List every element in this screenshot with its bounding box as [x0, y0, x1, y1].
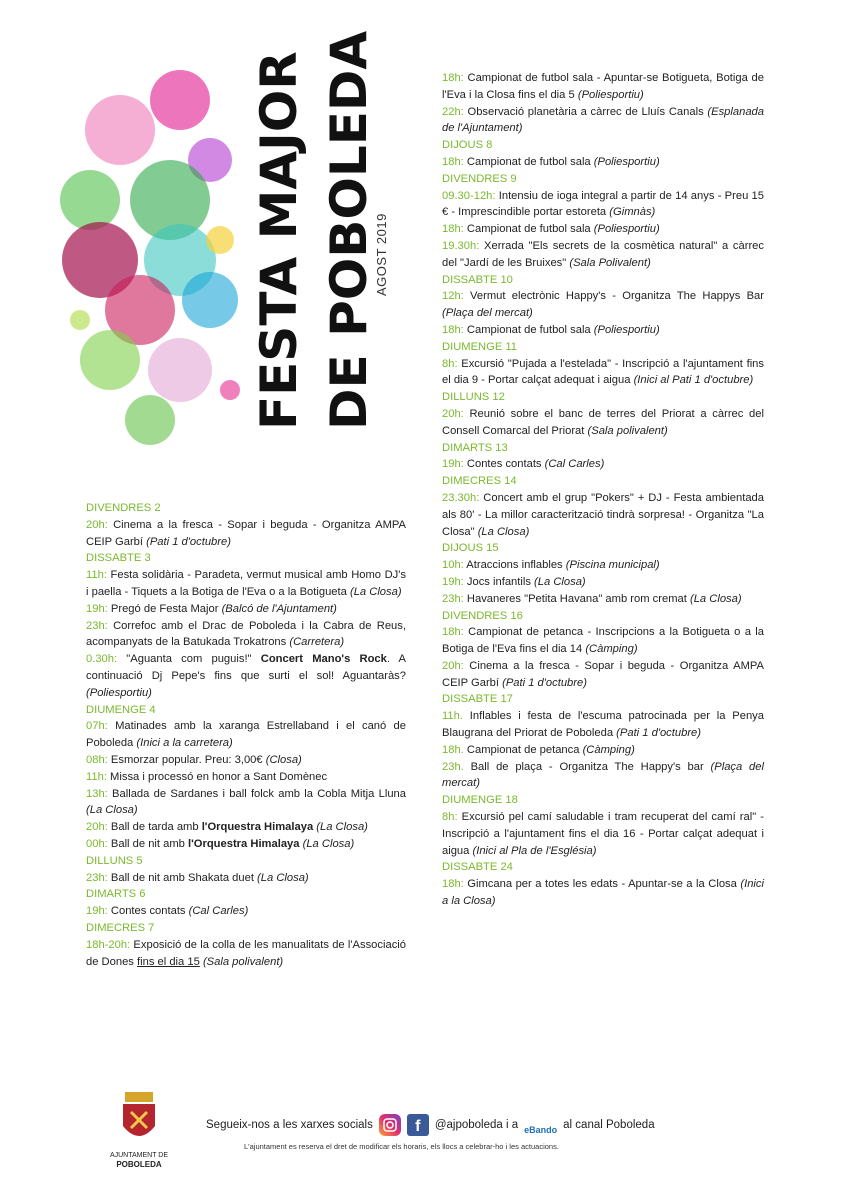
- disclaimer: L'ajuntament es reserva el dret de modificar els horaris, els llocs a celebrar-ho i les actuacions.: [244, 1142, 559, 1151]
- day-heading: DIUMENGE 11: [442, 340, 518, 353]
- day-section: [86, 920, 406, 970]
- event-place: (Càmping): [585, 643, 638, 656]
- event-entry: [442, 70, 764, 104]
- event-time: 20h:: [86, 518, 108, 531]
- social-bar: [206, 1114, 655, 1136]
- event-entry: [442, 221, 764, 238]
- event-time: 23.30h:: [442, 491, 480, 504]
- day-section: [442, 440, 764, 474]
- event-place: (Sala polivalent): [202, 955, 284, 968]
- event-entry: [86, 819, 406, 836]
- event-text: Excursió "Pujada a l'estelada" - Inscripció a l'ajuntament fins el dia 9 - Portar calçat adequat i aigua: [442, 357, 764, 387]
- event-time: 18h-20h:: [86, 938, 131, 951]
- event-time: 18h:: [442, 155, 464, 168]
- crest-label-line2: POBOLEDA: [116, 1160, 162, 1169]
- event-text: Contes contats: [463, 458, 545, 471]
- event-text: Missa i processó en honor a Sant Domènec: [106, 770, 328, 783]
- day-heading: DILLUNS 12: [442, 391, 505, 404]
- event-place: (Poliesportiu): [593, 223, 660, 236]
- event-time: 18h:: [442, 72, 464, 84]
- event-place: (Pati 1 d'octubre): [146, 535, 231, 548]
- day-heading: DIUMENGE 18: [442, 794, 518, 807]
- social-handle: @ajpoboleda i a: [434, 1119, 519, 1131]
- event-place: (Poliesportiu): [593, 323, 660, 336]
- event-place: (La Closa): [86, 804, 138, 817]
- event-time: 18h:: [442, 223, 464, 236]
- event-time: 8h:: [442, 811, 458, 824]
- event-time: 11h.: [442, 710, 463, 723]
- event-text: Havaneres "Petita Havana" amb rom cremat: [463, 592, 690, 605]
- event-time: 23h:: [86, 871, 108, 884]
- event-place: (La Closa): [477, 525, 530, 538]
- event-text: Inflables i festa de l'escuma patrocinada per la Penya Blaugrana del Priorat de Poboleda: [442, 710, 764, 740]
- event-text: Campionat de petanca: [463, 743, 583, 756]
- event-entry: [442, 708, 764, 742]
- event-entry: [86, 618, 406, 652]
- event-entry: [86, 567, 406, 601]
- facebook-icon[interactable]: f: [407, 1114, 429, 1136]
- day-section: [86, 853, 406, 887]
- event-text: Concert amb el grup "Pokers" + DJ - Festa ambientada als 80' - La millor caracterització tindrà sorpresa! - Organitza "La Closa": [442, 491, 764, 538]
- event-text: Festa solidària - Paradeta, vermut musical amb Homo DJ's i paella - Tiquets a la Botiga de l'Eva o a la Botigueta: [86, 569, 406, 598]
- event-text: Ball de nit amb Shakata duet: [107, 871, 258, 884]
- event-text: Atraccions inflables: [463, 559, 566, 572]
- festival-title-line2: DE POBOLEDA: [320, 30, 378, 430]
- event-entry: [86, 836, 406, 853]
- day-heading: DISSABTE 24: [442, 861, 513, 874]
- day-section: [442, 859, 764, 909]
- day-heading: DISSABTE 17: [442, 693, 513, 706]
- event-time: 10h:: [442, 559, 464, 572]
- event-time: 0.30h:: [86, 653, 118, 666]
- social-prefix: Segueix-nos a les xarxes socials: [206, 1119, 373, 1131]
- event-place: (Inici al Pla de l'Església): [472, 844, 597, 857]
- day-section: [442, 171, 764, 272]
- day-heading: DIVENDRES 2: [86, 502, 161, 514]
- event-entry: [86, 718, 406, 752]
- event-text: Contes contats: [107, 905, 189, 918]
- day-section: [86, 500, 406, 550]
- event-time: 23h.: [442, 760, 464, 773]
- day-section: [442, 473, 764, 540]
- event-text: Campionat de futbol sala: [463, 323, 594, 336]
- event-text-cont: . A continuació Dj Pepe's fins que surti el sol! Aguantaràs?: [86, 653, 406, 682]
- event-text: Ball de tarda amb: [107, 821, 202, 834]
- event-entry: [442, 456, 764, 473]
- event-time: 19h:: [442, 575, 464, 588]
- day-heading: DISSABTE 10: [442, 273, 513, 286]
- event-place: (Poliesportiu): [86, 686, 152, 699]
- event-text: Observació planetària a càrrec de Lluís Canals: [463, 105, 708, 118]
- day-section: [86, 702, 406, 853]
- event-text: Pregó de Festa Major: [107, 602, 222, 615]
- event-time: 20h:: [86, 821, 108, 834]
- event-text: Campionat de futbol sala: [463, 155, 594, 168]
- event-entry: [86, 517, 406, 551]
- event-entry: [442, 742, 764, 759]
- event-entry: [86, 601, 406, 618]
- event-time: 11h:: [86, 770, 107, 783]
- day-section: [86, 550, 406, 701]
- event-text: Xerrada "Els secrets de la cosmètica natural" a càrrec del "Jardí de les Bruixes": [442, 239, 764, 269]
- day-heading: DIMARTS 13: [442, 441, 508, 454]
- event-text: Vermut electrònic Happy's - Organitza The Happys Bar: [463, 290, 764, 303]
- event-place: (Inici al Pati 1 d'octubre): [633, 374, 754, 387]
- event-time: 11h:: [86, 569, 107, 582]
- event-entry: [442, 574, 764, 591]
- ebando-channel: al canal Poboleda: [563, 1119, 655, 1131]
- event-place: (Sala polivalent): [587, 424, 668, 437]
- day-heading: DIJOUS 8: [442, 139, 493, 152]
- day-section: [442, 339, 764, 389]
- event-text: Esmorzar popular. Preu: 3,00€: [107, 753, 266, 766]
- event-entry: [86, 752, 406, 769]
- event-time: 00h:: [86, 837, 108, 850]
- event-time: 23h:: [442, 592, 464, 605]
- event-place: (Pati 1 d'octubre): [616, 727, 701, 740]
- day-section: [442, 70, 764, 137]
- day-section: [442, 540, 764, 607]
- event-text: Campionat de petanca - Inscripcions a la Botigueta o a la Botiga de l'Eva fins el dia 14: [442, 626, 764, 656]
- program-left-column: [86, 500, 406, 970]
- event-text: Ball de plaça - Organitza The Happy's bar: [463, 760, 711, 773]
- event-entry: [442, 154, 764, 171]
- event-entry: [442, 406, 764, 440]
- event-place: (La Closa): [302, 837, 355, 850]
- event-time: 8h:: [442, 357, 458, 370]
- town-crest: [104, 1090, 174, 1190]
- event-time: 18h:: [442, 878, 464, 891]
- event-place: (Gimnàs): [609, 206, 656, 219]
- event-entry: [86, 786, 406, 820]
- day-section: [442, 389, 764, 439]
- event-entry: [442, 658, 764, 692]
- event-time: 18h.: [442, 743, 464, 756]
- event-text: "Aguanta com puguis!": [117, 653, 261, 666]
- event-text: Reunió sobre el banc de terres del Priorat a càrrec del Consell Comarcal del Priorat: [442, 407, 764, 437]
- event-time: 19h:: [86, 602, 108, 615]
- event-entry: [86, 651, 406, 701]
- festival-title-line1: FESTA MAJOR: [250, 51, 308, 430]
- event-entry: [442, 876, 764, 910]
- event-underline: fins el dia 15: [137, 955, 200, 968]
- event-time: 19h:: [86, 905, 108, 918]
- event-text: Correfoc amb el Drac de Poboleda i la Cabra de Reus, acompanyats de la Batukada Trokatrons: [86, 619, 406, 649]
- event-place: (La Closa): [316, 821, 368, 834]
- event-place: (Plaça del mercat): [442, 760, 764, 790]
- event-entry: [442, 238, 764, 272]
- event-entry: [442, 104, 764, 138]
- event-place: (La Closa): [534, 575, 586, 588]
- event-entry: [442, 188, 764, 222]
- day-heading: DIMECRES 7: [86, 921, 155, 934]
- event-entry: [86, 870, 406, 887]
- event-time: 19h:: [442, 458, 464, 471]
- day-heading: DIUMENGE 4: [86, 703, 156, 716]
- event-place: (Esplanada de l'Ajuntament): [442, 105, 764, 135]
- event-text: Intensiu de ioga integral a partir de 14 anys - Preu 15 € - Imprescindible portar estoreta: [442, 189, 764, 219]
- event-place: (La Closa): [257, 871, 309, 884]
- event-place: (Sala Polivalent): [569, 256, 651, 269]
- coat-of-arms-icon: [117, 1090, 161, 1146]
- event-time: 12h:: [442, 290, 464, 303]
- event-place: (Pati 1 d'octubre): [502, 676, 587, 689]
- event-entry: [442, 322, 764, 339]
- event-place: (Càmping): [582, 743, 635, 756]
- event-place: (Inici a la Closa): [442, 878, 764, 908]
- event-place: (Closa): [265, 753, 302, 766]
- day-section: [442, 792, 764, 859]
- event-time: 07h:: [86, 720, 108, 733]
- event-place: (Carretera): [289, 636, 345, 649]
- event-text: Cinema a la fresca - Sopar i beguda - Organitza AMPA CEIP Garbí: [86, 518, 406, 548]
- event-place: (Balcó de l'Ajuntament): [221, 602, 337, 615]
- event-entry: [442, 356, 764, 390]
- event-text: Gimcana per a totes les edats - Apuntar-se a la Closa: [463, 878, 741, 891]
- event-entry: [86, 937, 406, 971]
- event-text: Excursió pel camí saludable i tram recuperat del camí ral" - Inscripció a l'ajuntament fins el dia 16 - Portar calçat adequat i aigua: [442, 811, 764, 857]
- event-place: (La Closa): [349, 585, 402, 598]
- festival-date: AGOST 2019: [374, 213, 389, 296]
- event-time: 08h:: [86, 753, 108, 766]
- day-heading: DIVENDRES 16: [442, 609, 523, 622]
- crest-label-line1: AJUNTAMENT DE: [109, 1152, 169, 1159]
- event-time: 13h:: [86, 787, 108, 800]
- event-entry: [442, 557, 764, 574]
- event-highlight: l'Orquestra Himalaya: [201, 821, 314, 834]
- event-text: Campionat de futbol sala: [463, 223, 594, 236]
- day-section: [442, 608, 764, 692]
- program-right-column: [442, 70, 764, 910]
- paint-splash-artwork: [60, 60, 250, 460]
- event-text: Cinema a la fresca - Sopar i beguda - Organitza AMPA CEIP Garbí: [442, 659, 764, 689]
- day-heading: DISSABTE 3: [86, 552, 151, 565]
- day-section: [442, 691, 764, 792]
- event-time: 09.30-12h:: [442, 189, 496, 202]
- event-text: Ball de nit amb: [107, 837, 189, 850]
- event-place: (Plaça del mercat): [442, 307, 533, 320]
- day-heading: DIJOUS 15: [442, 542, 499, 555]
- event-text: Matinades amb la xaranga Estrellaband i el canó de Poboleda: [86, 720, 406, 750]
- day-section: [442, 272, 764, 339]
- event-place: (Cal Carles): [188, 905, 249, 918]
- event-text: Ballada de Sardanes i ball folck amb la Cobla Mitja Lluna: [107, 787, 406, 800]
- event-entry: [442, 624, 764, 658]
- event-place: (Poliesportiu): [593, 155, 660, 168]
- event-text: Exposició de la colla de les manualitats de l'Associació de Dones: [86, 938, 406, 968]
- event-time: 18h:: [442, 323, 464, 336]
- event-time: 23h:: [86, 619, 108, 632]
- event-entry: [442, 809, 764, 859]
- ebando-logo: eBando: [524, 1125, 558, 1135]
- day-section: [442, 137, 764, 171]
- event-highlight: Concert Mano's Rock: [260, 653, 387, 666]
- event-time: 19.30h:: [442, 239, 480, 252]
- event-entry: [442, 759, 764, 793]
- event-place: (Piscina municipal): [565, 559, 660, 572]
- event-time: 22h:: [442, 105, 464, 118]
- instagram-icon[interactable]: [379, 1114, 401, 1136]
- event-entry: [442, 591, 764, 608]
- day-section: [86, 886, 406, 920]
- event-entry: [86, 903, 406, 920]
- day-heading: DILLUNS 5: [86, 854, 143, 867]
- event-place: (La Closa): [689, 592, 742, 605]
- day-heading: DIMARTS 6: [86, 888, 146, 901]
- event-entry: [442, 288, 764, 322]
- event-time: 20h:: [442, 407, 464, 420]
- event-time: 18h:: [442, 626, 464, 639]
- event-text: Jocs infantils: [463, 575, 535, 588]
- event-time: 20h:: [442, 659, 464, 672]
- event-highlight: l'Orquestra Himalaya: [188, 837, 300, 850]
- day-heading: DIMECRES 14: [442, 475, 517, 488]
- event-place: (Cal Carles): [544, 458, 605, 471]
- event-place: (Poliesportiu): [577, 88, 644, 101]
- event-text: Campionat de futbol sala - Apuntar-se Botigueta, Botiga de l'Eva i la Closa fins el dia 5: [442, 72, 764, 101]
- event-entry: [86, 769, 406, 786]
- day-heading: DIVENDRES 9: [442, 172, 517, 185]
- event-place: (Inici a la carretera): [136, 737, 233, 750]
- event-entry: [442, 490, 764, 540]
